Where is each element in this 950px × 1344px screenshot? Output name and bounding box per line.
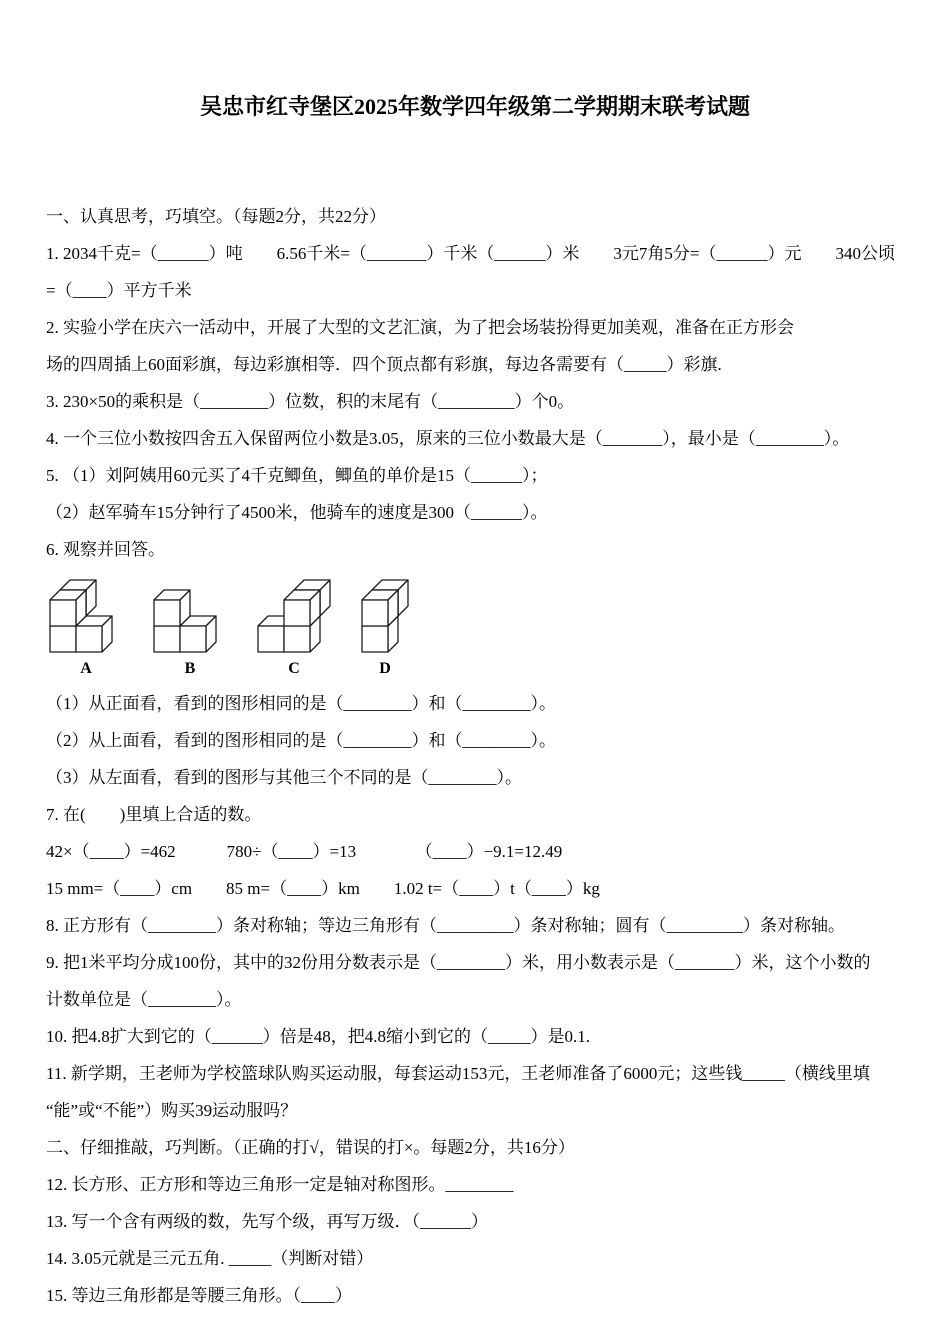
cube-face bbox=[50, 626, 76, 652]
cube-face bbox=[50, 600, 76, 626]
q9-line-2: 计数单位是（________）。 bbox=[46, 990, 242, 1009]
cube-face bbox=[180, 626, 206, 652]
q2-line-1: 2. 实验小学在庆六一活动中，开展了大型的文艺汇演，为了把会场装扮得更加美观，准备在正方形会 bbox=[46, 318, 794, 337]
q1-line-1: 1. 2034千克=（______）吨 6.56千米=（_______）千米（______）米 3元7角5分=（______）元 340公顷 bbox=[46, 244, 896, 263]
q6-sub-2: （2）从上面看，看到的图形相同的是（________）和（________）。 bbox=[46, 731, 556, 750]
cube-figure-svg bbox=[152, 578, 228, 654]
cube-figure-svg bbox=[48, 578, 124, 654]
q15: 15. 等边三角形都是等腰三角形。（____） bbox=[46, 1286, 352, 1305]
cube-figure-svg bbox=[360, 578, 410, 654]
figure-label: B bbox=[184, 660, 196, 677]
cube-figures bbox=[48, 578, 904, 681]
q11-line-1: 11. 新学期，王老师为学校篮球队购买运动服，每套运动153元，王老师准备了6000元；这些钱_____（横线里填 bbox=[46, 1064, 870, 1083]
q8: 8. 正方形有（________）条对称轴；等边三角形有（_________）条对称轴；圆有（_________）条对称轴。 bbox=[46, 916, 845, 935]
cube-face bbox=[258, 626, 284, 652]
cube-face bbox=[284, 626, 310, 652]
cube-face bbox=[362, 600, 388, 626]
cube-face bbox=[76, 626, 102, 652]
q7-line-2: 15 mm=（____）cm 85 m=（____）km 1.02 t=（____）t（____）kg bbox=[46, 879, 600, 898]
q14: 14. 3.05元就是三元五角. _____（判断对错） bbox=[46, 1249, 374, 1268]
figure-label: C bbox=[288, 660, 300, 677]
q4: 4. 一个三位小数按四舍五入保留两位小数是3.05，原来的三位小数最大是（_______），最小是（________）。 bbox=[46, 429, 850, 448]
q5-line-1: 5. （1）刘阿姨用60元买了4千克鲫鱼，鲫鱼的单价是15（______）； bbox=[46, 466, 548, 485]
q7-line-1: 42×（____）=462 780÷（____）=13 （____）−9.1=12.49 bbox=[46, 842, 563, 861]
figure-label: A bbox=[80, 660, 92, 677]
q10: 10. 把4.8扩大到它的（______）倍是48，把4.8缩小到它的（_____）是0.1. bbox=[46, 1027, 590, 1046]
q6-sub-1: （1）从正面看，看到的图形相同的是（________）和（________）。 bbox=[46, 694, 556, 713]
cube-face bbox=[362, 626, 388, 652]
cube-figure-c bbox=[256, 578, 332, 681]
cube-figure-b bbox=[152, 578, 228, 681]
q2-line-2: 场的四周插上60面彩旗，每边彩旗相等．四个顶点都有彩旗，每边各需要有（_____）彩旗. bbox=[46, 355, 722, 374]
cube-face bbox=[154, 626, 180, 652]
cube-figure-svg bbox=[256, 578, 332, 654]
q5-line-2: （2）赵军骑车15分钟行了4500米，他骑车的速度是300（______）。 bbox=[46, 503, 548, 522]
q11-line-2: “能”或“不能”）购买39运动服吗？ bbox=[46, 1101, 298, 1120]
q12: 12. 长方形、正方形和等边三角形一定是轴对称图形。________ bbox=[46, 1175, 514, 1194]
q1-line-2: =（____）平方千米 bbox=[46, 281, 192, 300]
exam-title: 吴忠市红寺堡区2025年数学四年级第二学期期末联考试题 bbox=[199, 94, 750, 119]
cube-face bbox=[284, 600, 310, 626]
exam-body bbox=[46, 198, 904, 1314]
q3: 3. 230×50的乘积是（________）位数，积的末尾有（_________）个0。 bbox=[46, 392, 575, 411]
q7-heading: 7. 在( )里填上合适的数。 bbox=[46, 805, 262, 824]
cube-figure-a bbox=[48, 578, 124, 681]
section-1-heading: 一、认真思考，巧填空。（每题2分，共22分） bbox=[46, 207, 386, 226]
cube-figure-d bbox=[360, 578, 410, 681]
q6-heading: 6. 观察并回答。 bbox=[46, 540, 165, 559]
q6-sub-3: （3）从左面看，看到的图形与其他三个不同的是（________）。 bbox=[46, 768, 522, 787]
cube-face bbox=[154, 600, 180, 626]
section-2-heading: 二、仔细推敲，巧判断。（正确的打√，错误的打×。每题2分，共16分） bbox=[46, 1138, 575, 1157]
figure-label: D bbox=[379, 660, 391, 677]
q13: 13. 写一个含有两级的数，先写个级，再写万级．（______） bbox=[46, 1212, 488, 1231]
q9-line-1: 9. 把1米平均分成100份，其中的32份用分数表示是（________）米，用小数表示是（_______）米，这个小数的 bbox=[46, 953, 871, 972]
